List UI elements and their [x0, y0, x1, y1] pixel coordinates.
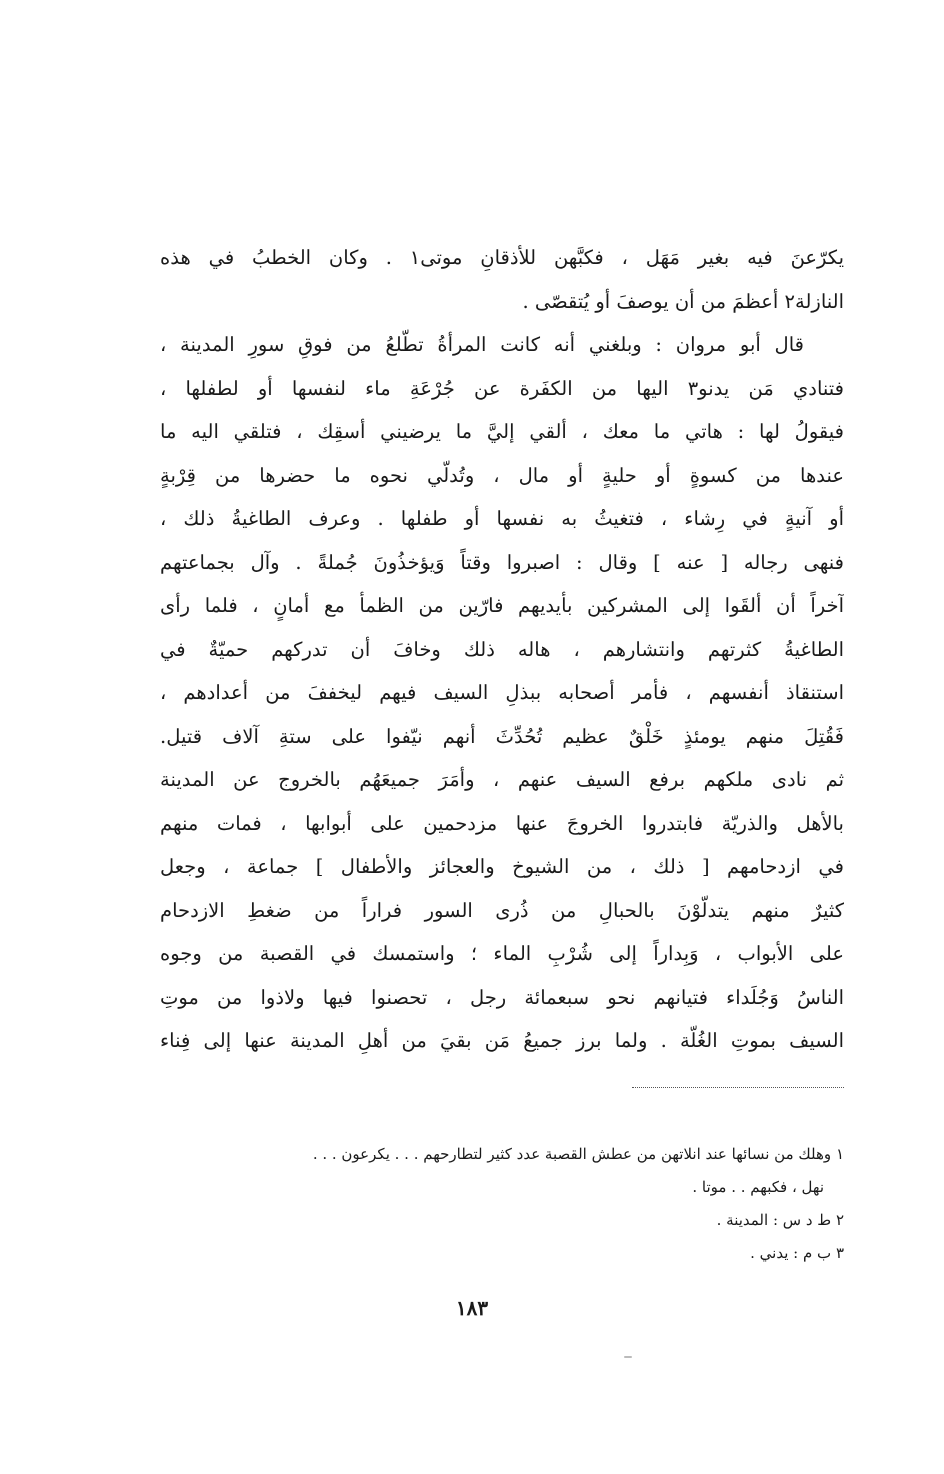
text-line: النازلة٢ أعظمَ من أن يوصفَ أو يُتقصّى .	[522, 289, 844, 313]
text-line: قال أبو مروان : وبلغني أنه كانت المرأةُ تطّلعُ من فوقِ سورِ المدينة ،	[160, 333, 804, 356]
footnote-3: ٣ ب م : يدني .	[750, 1244, 844, 1262]
text-line: السيف بموتِ الغُلّة . ولما برز جميعُ مَن بقيَ من أهلِ المدينة عنها إلى فِناء	[160, 1029, 844, 1052]
footnote-1: ١ وهلك من نسائها عند انلاتهن من عطش القصبة عدد كثير لتطارحهم . . . يكرعون . . .	[312, 1145, 844, 1163]
text-line: ثم نادى ملكهم برفع السيف عنهم ، وأمَرَ جميعَهُم بالخروج عن المدينة	[160, 768, 844, 791]
footnote-separator	[632, 1087, 844, 1088]
footnote-1-continuation: نهل ، فكبهم . . موتا .	[692, 1178, 824, 1196]
text-line: على الأبواب ، وَبِداراً إلى شُرْبِ الماء ؛ واستمسك في القصبة من وجوه	[160, 942, 844, 965]
text-line: فيقولُ لها : هاتي ما معك ، ألقي إليَّ ما يرضيني أسقِك ، فتلقي اليه ما	[160, 420, 844, 443]
text-line: أو آنيةٍ في رِشاء ، فتغيثُ به نفسها أو طفلها . وعرف الطاغيةُ ذلك ،	[160, 507, 844, 530]
text-line: بالأهل والذريّة فابتدروا الخروجَ عنها مزدحمين على أبوابها ، فمات منهم	[160, 811, 844, 835]
main-text	[160, 236, 844, 1063]
text-line: كثيرٌ منهم يتدلّوْنَ بالحبالِ من ذُرى السور فراراً من ضغطِ الازدحام	[160, 898, 844, 922]
text-line: فتنادي مَن يدنو٣ اليها من الكفَرة عن جُرْعَةِ ماء لنفسها أو لطفلها ،	[160, 376, 844, 400]
footnote-2: ٢ ط د س : المدينة .	[716, 1211, 844, 1229]
footnotes	[160, 1138, 844, 1270]
text-line: في ازدحامهم [ ذلك ، من الشيوخ والعجائز والأطفال ] جماعة ، وجعل	[160, 855, 844, 878]
page-number: ١٨٣	[455, 1296, 489, 1320]
text-line: آخراً أن ألقَوا إلى المشركين بأيديهم فارّين من الظمأ مع أمانٍ ، فلما رأى	[160, 594, 844, 617]
text-line: فنهى رجاله [ عنه ] وقال : اصبروا وقتاً وَيؤخذُونَ جُملةً . وآل بجماعتهم	[160, 550, 844, 574]
text-line: عندها من كسوةٍ أو حليةٍ أو مال ، وتُدلّي نحوه ما حضرها من قِرْبةٍ	[160, 463, 844, 487]
text-line: فَقُتِلَ منهم يومئذٍ خَلْقٌ عظيم تُحُدِّثَ أنهم نيّفوا على ستةِ آلاف قتيل.	[160, 724, 844, 748]
text-line: يكرّعنَ فيه بغير مَهَل ، فكبَّهن للأذقانِ موتى١ . وكان الخطبُ في هذه	[160, 246, 844, 269]
text-line: الناسُ وَجُلَداء فتيانهم نحو سبعمائة رجل ، تحصنوا فيها ولاذوا من موتِ	[160, 985, 844, 1009]
text-line: استنقاذ أنفسهم ، فأمر أصحابه ببذلِ السيف فيهم ليخففَ من أعدادهم ،	[160, 681, 844, 704]
text-line: الطاغيةُ كثرتهم وانتشارهم ، هاله ذلك وخافَ أن تدركهم حميّةٌ في	[160, 637, 844, 661]
scan-speck	[624, 1356, 632, 1358]
